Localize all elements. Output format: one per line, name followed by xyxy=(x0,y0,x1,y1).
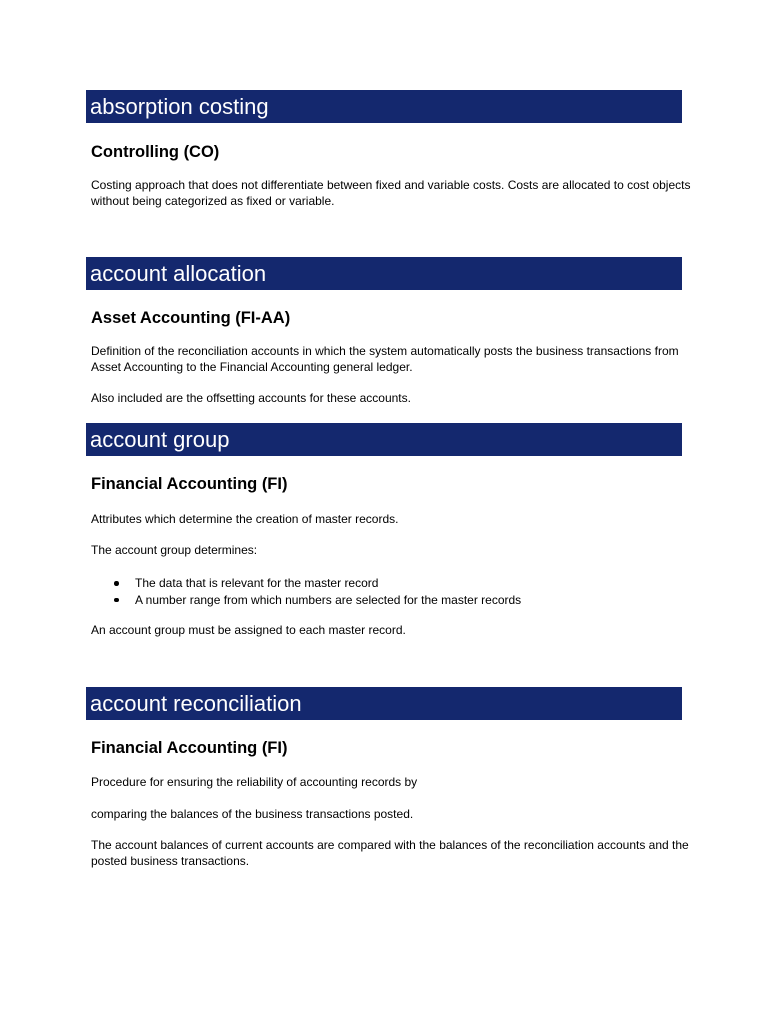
definition-text: Costing approach that does not differentiate between fixed and variable costs. Costs are allocated to cost objects without being categorized as fixed or variable. xyxy=(91,178,691,208)
definition-text: The account group determines: xyxy=(91,543,258,557)
bullet-icon xyxy=(114,581,119,586)
definition-text: The account balances of current accounts are compared with the balances of the reconciliation accounts and the posted business transactions. xyxy=(91,838,689,868)
list-item-text: The data that is relevant for the master record xyxy=(135,576,379,590)
list-item xyxy=(91,592,521,609)
list-item xyxy=(91,575,521,592)
module-label: Asset Accounting (FI-AA) xyxy=(91,309,291,327)
term-heading-absorption-costing: absorption costing xyxy=(86,90,682,123)
definition-text: comparing the balances of the business transactions posted. xyxy=(91,807,414,821)
definition-text: Also included are the offsetting accounts for these accounts. xyxy=(91,391,411,405)
module-label: Financial Accounting (FI) xyxy=(91,475,288,493)
definition-text: Attributes which determine the creation of master records. xyxy=(91,512,399,526)
term-heading-account-group: account group xyxy=(86,423,682,456)
term-heading-account-allocation: account allocation xyxy=(86,257,682,290)
bullet-list xyxy=(91,575,521,608)
definition-text: Definition of the reconciliation accounts in which the system automatically posts the business transactions from Asset Accounting to the Financial Accounting general ledger. xyxy=(91,344,679,374)
module-label: Financial Accounting (FI) xyxy=(91,739,288,757)
definition-text: An account group must be assigned to each master record. xyxy=(91,623,406,637)
definition-text: Procedure for ensuring the reliability of accounting records by xyxy=(91,775,418,789)
bullet-icon xyxy=(114,598,119,603)
module-label: Controlling (CO) xyxy=(91,143,220,161)
list-item-text: A number range from which numbers are selected for the master records xyxy=(135,592,522,607)
term-heading-account-reconciliation: account reconciliation xyxy=(86,687,682,720)
